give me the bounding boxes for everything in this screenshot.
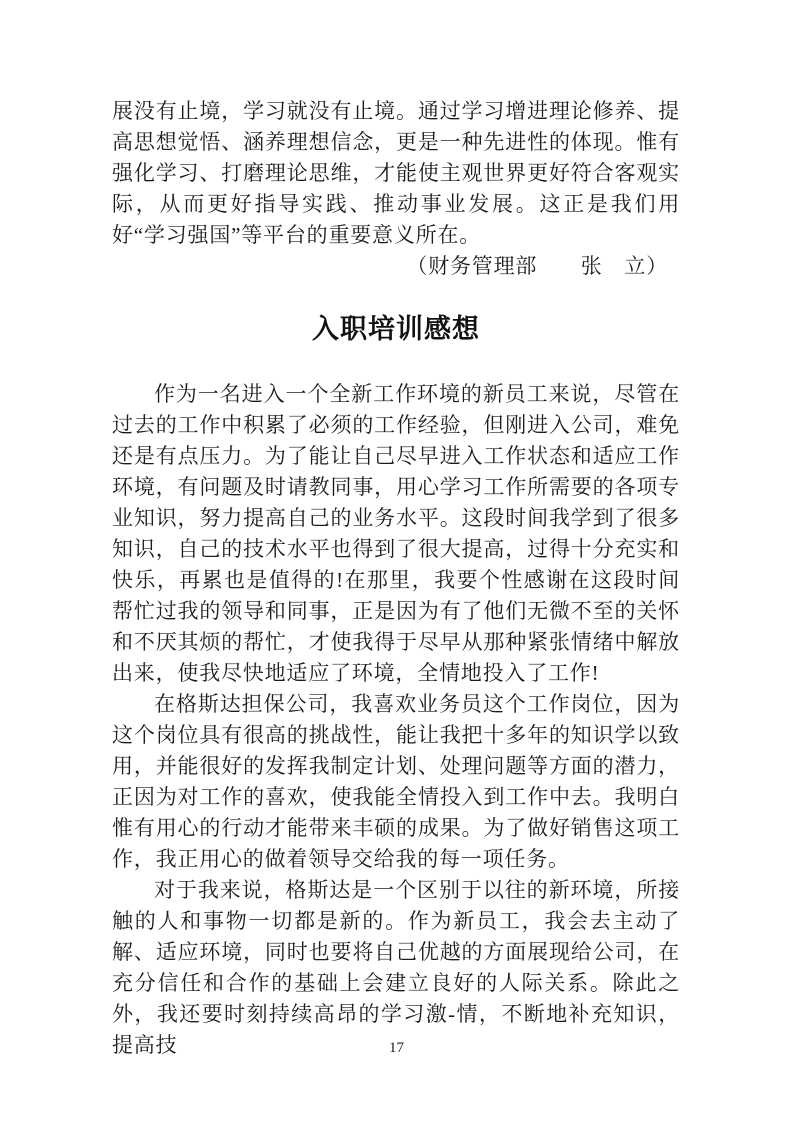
text-column <box>112 96 680 1061</box>
author-attribution: （财务管理部 张 立） <box>406 254 668 278</box>
article-paragraph-3: 对于我来说，格斯达是一个区别于以往的新环境，所接触的人和事物一切都是新的。作为新员工，我会去主动了解、适应环境，同时也要将自己优越的方面展现给公司，在充分信任和合作的基础上会建立良好的人际关系。除此之外，我还要时刻持续高昂的学习激-情，不断地补充知识，提高技 <box>112 878 680 1057</box>
article-paragraph-1: 作为一名进入一个全新工作环境的新员工来说，尽管在过去的工作中积累了必须的工作经验，但刚进入公司，难免还是有点压力。为了能让自己尽早进入工作状态和适应工作环境，有问题及时请教同事，用心学习工作所需要的各项专业知识，努力提高自己的业务水平。这段时间我学到了很多知识，自己的技术水平也得到了很大提高，过得十分充实和快乐，再累也是值得的!在那里，我要个性感谢在这段时间帮忙过我的领导和同事，正是因为有了他们无微不至的关怀和不厌其烦的帮忙，才使我得于尽早从那种紧张情绪中解放出来，使我尽快地适应了环境，全情地投入了工作! <box>112 382 680 685</box>
article-paragraph-2: 在格斯达担保公司，我喜欢业务员这个工作岗位，因为这个岗位具有很高的挑战性，能让我把十多年的知识学以致用，并能很好的发挥我制定计划、处理问题等方面的潜力，正因为对工作的喜欢，使我能全情投入到工作中去。我明白惟有用心的行动才能带来丰硕的成果。为了做好销售这项工作，我正用心的做着领导交给我的每一项任务。 <box>112 692 680 871</box>
article-title: 入职培训感想 <box>312 314 480 344</box>
page-number: 17 <box>389 1040 404 1056</box>
previous-article-paragraph-end: 展没有止境，学习就没有止境。通过学习增进理论修养、提高思想觉悟、涵养理想信念，更是一种先进性的体现。惟有强化学习、打磨理论思维，才能使主观世界更好符合客观实际，从而更好指导实践、推动事业发展。这正是我们用好“学习强国”等平台的重要意义所在。 <box>112 99 680 247</box>
